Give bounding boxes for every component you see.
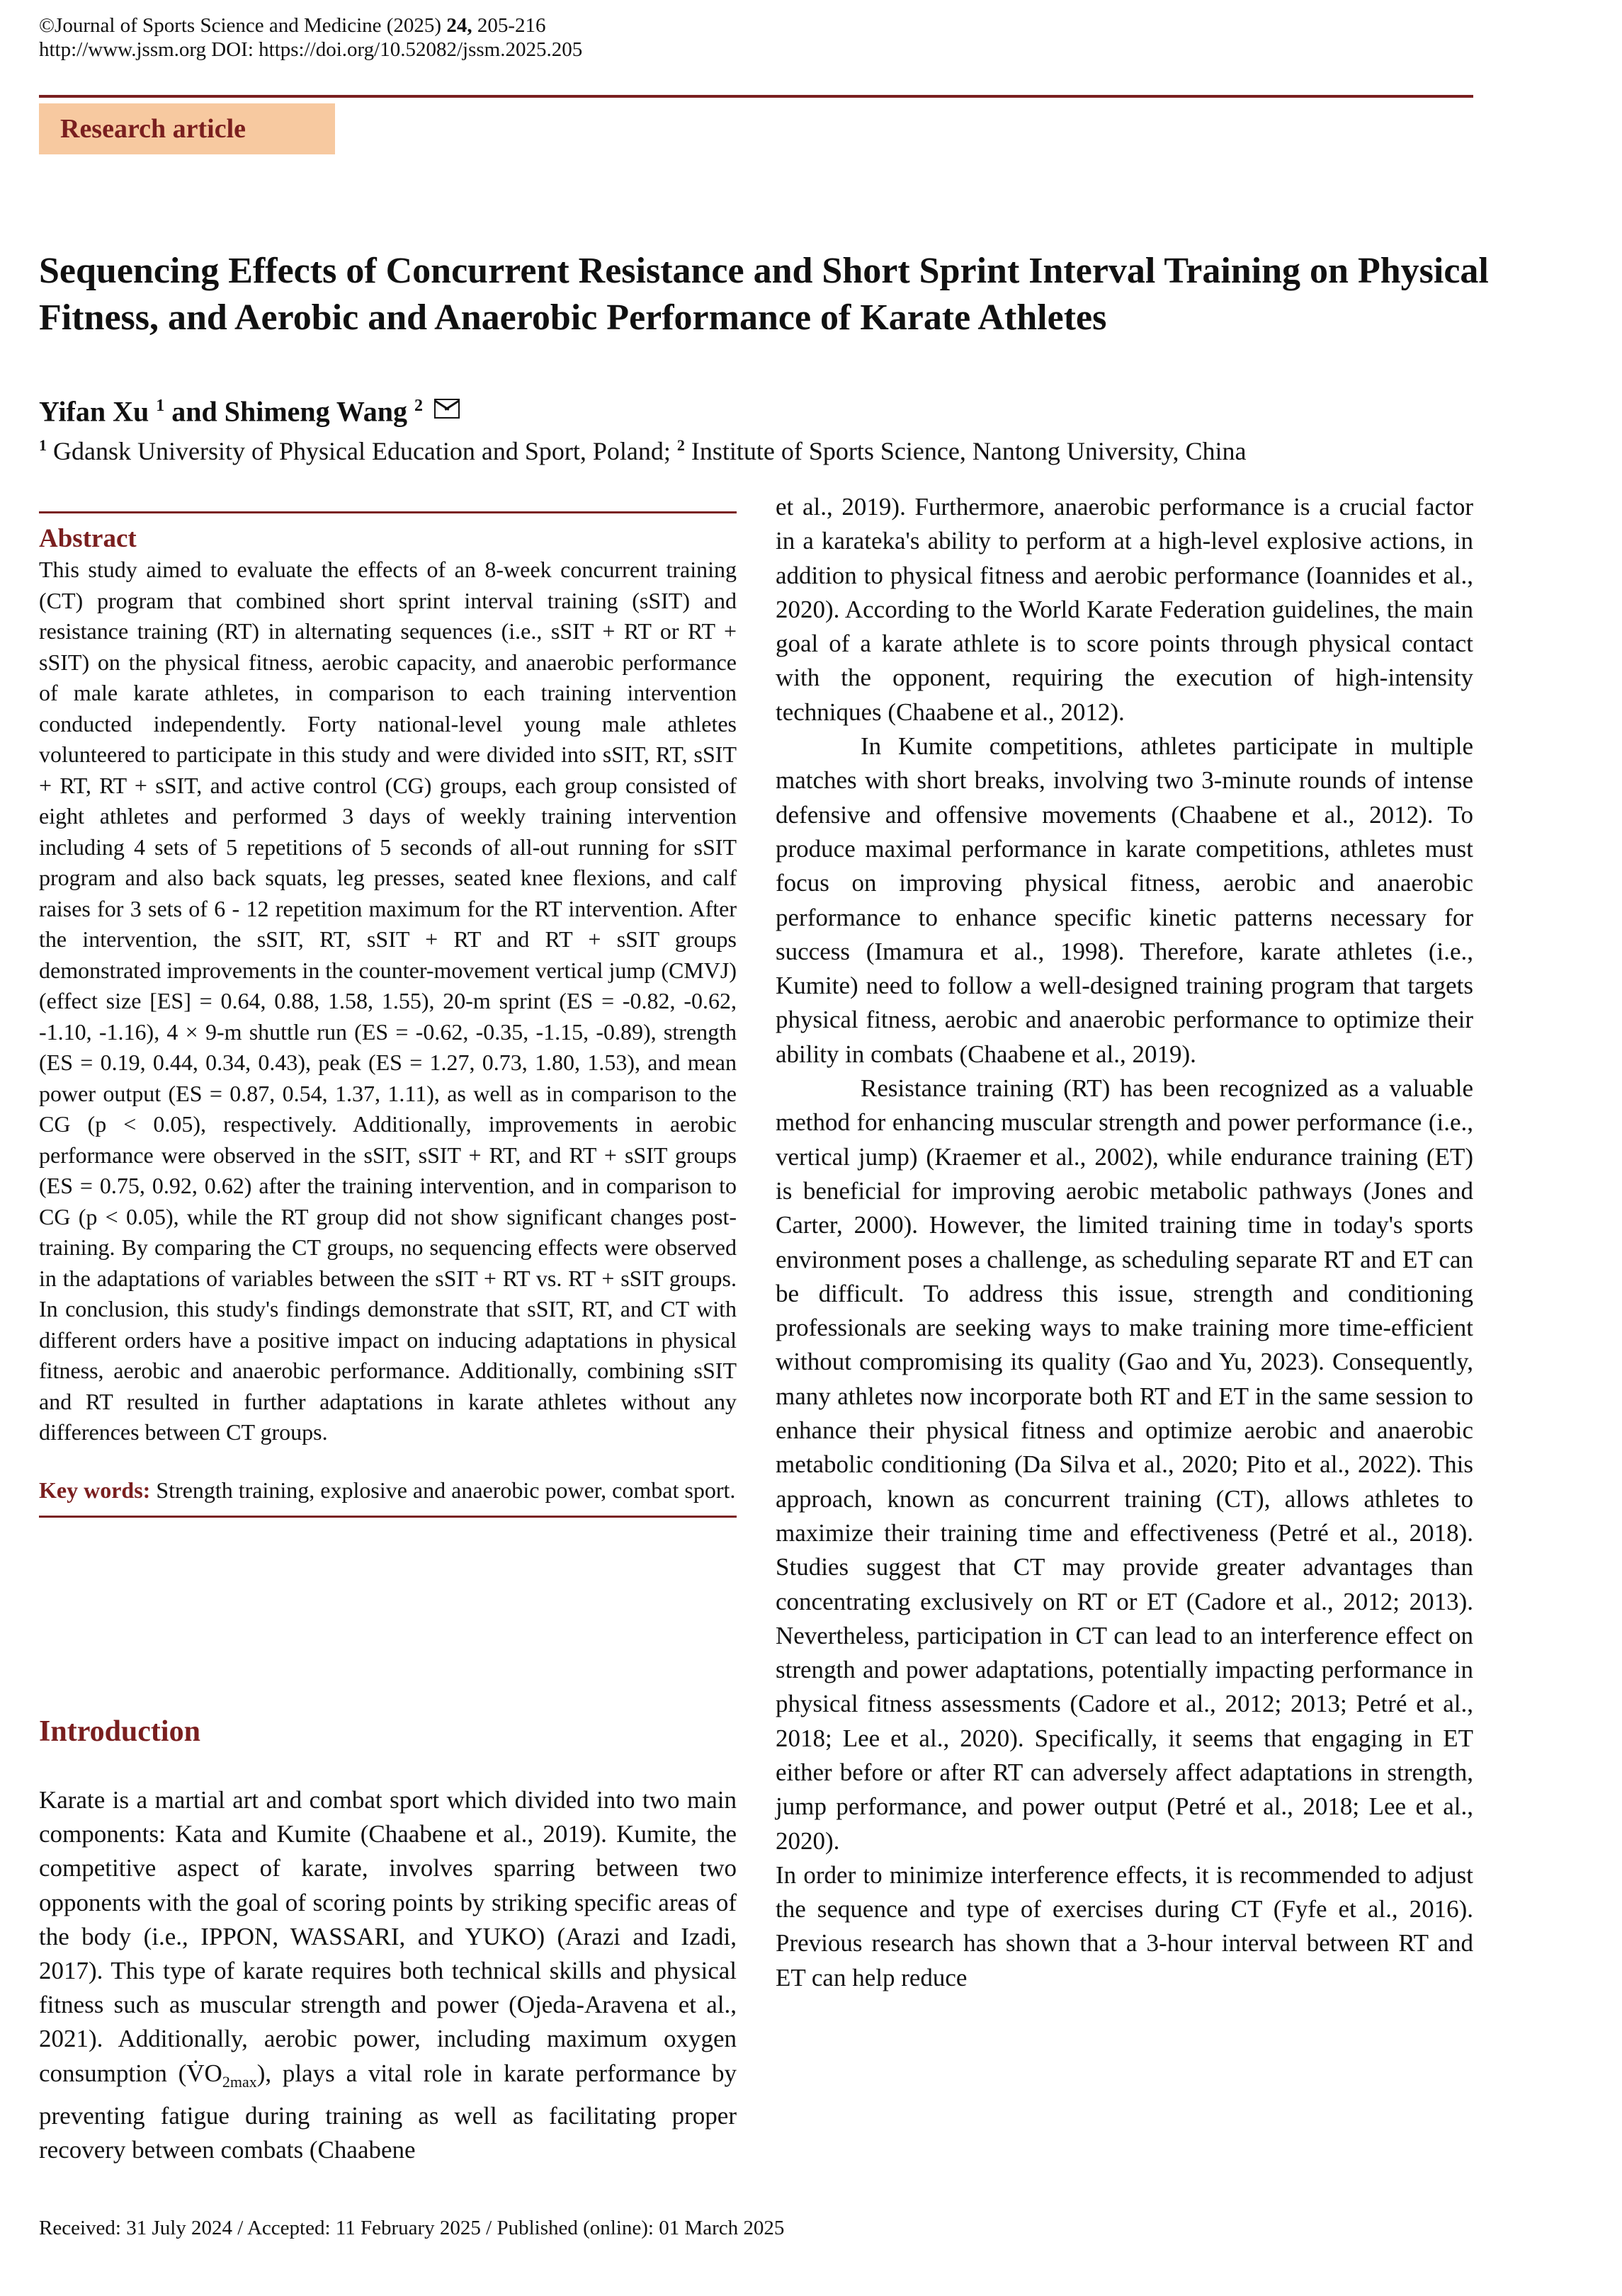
vo2max-subscript: 2max (222, 2072, 257, 2091)
body-paragraph: et al., 2019). Furthermore, anaerobic performance is a crucial factor in a karateka's ability to perform at a high-level explosive actions, in addition to physical fitness and aerobic performance (Ioannides et al., 2020). According to the World Karate Federation guidelines, the main goal of a karate athlete is to score points through physical contact with the opponent, requiring the execution of high-intensity techniques (Chaabene et al., 2012). (776, 493, 1473, 726)
body-paragraph: Resistance training (RT) has been recognized as a valuable method for enhancing muscular strength and power performance (i.e., vertical jump) (Kraemer et al., 2002), while endurance training (ET) is beneficial for improving aerobic metabolic pathways (Jones and Carter, 2000). However, the limited training time in today's sports environment poses a challenge, as scheduling separate RT and ET can be difficult. To address this issue, strength and conditioning professionals are seeking ways to make training more time-efficient without compromising its quality (Gao and Yu, 2023). Consequently, many athletes now incorporate both RT and ET in the same session to enhance their physical fitness and optimize aerobic and anaerobic metabolic conditioning (Da Silva et al., 2020; Pito et al., 2022). This approach, known as concurrent training (CT), allows athletes to maximize their training time and effectiveness (Petré et al., 2018). Studies suggest that CT may provide greater advantages than concentrating exclusively on RT or ET (Cadore et al., 2012; 2013). Nevertheless, participation in CT can lead to an interference effect on strength and power adaptations, potentially impacting performance in physical fitness assessments (Cadore et al., 2012; 2013; Petré et al., 2018; Lee et al., 2020). Specifically, it seems that engaging in ET either before or after RT can adversely affect adaptations in strength, jump performance, and power output (Petré et al., 2018; Lee et al., 2020). (776, 1074, 1473, 1855)
keywords (39, 1475, 737, 1506)
affiliation-text: Institute of Sports Science, Nantong University, China (691, 437, 1247, 465)
abstract-bottom-divider (39, 1516, 737, 1518)
affiliation-mark: 2 (676, 436, 685, 454)
author-affiliation-mark: 1 (156, 397, 165, 415)
introduction-text: Karate is a martial art and combat sport which divided into two main components: Kata and Kumite (Chaabene et al., 2019). Kumite, the competitive aspect of karate, involves sparring between two opponents with the goal of scoring points by striking specific areas of the body (i.e., IPPON, WASSARI, and YUKO) (Arazi and Izadi, 2017). This type of karate requires both technical skills and physical fitness such as muscular strength and power (Ojeda-Aravena et al., 2021). Additionally, aerobic power, including maximum oxygen consumption (V̇O (39, 1786, 737, 2087)
introduction-heading: Introduction (39, 1715, 200, 1748)
journal-citation (39, 13, 546, 38)
doi-line[interactable]: http://www.jssm.org DOI: https://doi.org/10.52082/jssm.2025.205 (39, 38, 583, 61)
envelope-icon[interactable] (434, 399, 460, 419)
author-list (39, 388, 460, 429)
journal-volume: 24, (446, 14, 472, 37)
abstract-top-divider (39, 511, 737, 513)
body-paragraph: In Kumite competitions, athletes participate in multiple matches with short breaks, involving two 3-minute rounds of intense defensive and offensive movements (Chaabene et al., 2012). To produce maximal performance in karate competitions, athletes must focus on improving physical fitness, aerobic and anaerobic performance to enhance specific kinetic patterns necessary for success (Imamura et al., 1998). Therefore, karate athletes (i.e., Kumite) need to follow a well-designed training program that targets physical fitness, aerobic and anaerobic performance to optimize their ability in combats (Chaabene et al., 2019). (776, 732, 1473, 1068)
abstract-heading: Abstract (39, 524, 137, 553)
affiliation-text: Gdansk University of Physical Education and Sport, Poland; (53, 437, 671, 465)
header-divider (39, 95, 1473, 98)
body-paragraph: In order to minimize interference effects, it is recommended to adjust the sequence and type of exercises during CT (Fyfe et al., 2016). Previous research has shown that a 3-hour interval between RT and ET can help reduce (776, 1860, 1473, 1991)
author-name: and Shimeng Wang (171, 395, 407, 428)
article-type-badge (39, 103, 335, 154)
abstract-text: This study aimed to evaluate the effects of an 8-week concurrent training (CT) program that combined short sprint interval training (sSIT) and resistance training (RT) in alternating sequences (i.e., sSIT + RT or RT + sSIT) on the physical fitness, aerobic capacity, and anaerobic performance of male karate athletes, in comparison to each training intervention conducted independently. Forty national-level young male athletes volunteered to participate in this study and were divided into sSIT, RT, sSIT + RT, RT + sSIT, and active control (CG) groups, each group consisted of eight athletes and performed 3 days of weekly training intervention including 4 sets of 5 repetitions of 5 seconds of all-out running for sSIT program and also back squats, leg presses, seated knee flexions, and calf raises for 3 sets of 6 - 12 repetition maximum for the RT intervention. After the intervention, the sSIT, RT, sSIT + RT and RT + sSIT groups demonstrated improvements in the counter-movement vertical jump (CMVJ) (effect size [ES] = 0.64, 0.88, 1.58, 1.55), 20-m sprint (ES = -0.82, -0.62, -1.10, -1.16), 4 × 9-m shuttle run (ES = -0.62, -0.35, -1.15, -0.89), strength (ES = 0.19, 0.44, 0.34, 0.43), peak (ES = 1.27, 0.73, 1.80, 1.53), and mean power output (ES = 0.87, 0.54, 1.37, 1.11), as well as in comparison to the CG (p < 0.05), respectively. Additionally, improvements in aerobic performance were observed in the sSIT, sSIT + RT, and RT + sSIT groups (ES = 0.75, 0.92, 0.62) after the training intervention, and in comparison to CG (p < 0.05), while the RT group did not show significant changes post-training. By comparing the CT groups, no sequencing effects were observed in the adaptations of variables between the sSIT + RT vs. RT + sSIT groups. In conclusion, this study's findings demonstrate that sSIT, RT, and CT with different orders have a positive impact on inducing adaptations in physical fitness, aerobic and anaerobic performance. Additionally, combining sSIT and RT resulted in further adaptations in karate athletes without any differences between CT groups. (39, 557, 737, 1445)
affiliation-mark: 1 (39, 436, 47, 454)
journal-name: ©Journal of Sports Science and Medicine (2025) (39, 14, 447, 37)
journal-pages: 205-216 (472, 14, 546, 37)
introduction-paragraph (39, 1783, 737, 2167)
right-column (776, 490, 1473, 1995)
article-type-label: Research article (60, 114, 246, 144)
abstract-section (39, 511, 737, 1518)
author-name: Yifan Xu (39, 395, 149, 428)
introduction-text: ), plays a vital role in karate performance by preventing fatigue during training as well as facilitating proper recovery between combats (Chaabene (39, 2059, 737, 2164)
keywords-label: Key words: (39, 1477, 151, 1503)
author-affiliation-mark: 2 (414, 397, 423, 415)
keywords-text: Strength training, explosive and anaerobic power, combat sport. (150, 1477, 736, 1503)
article-title: Sequencing Effects of Concurrent Resistance and Short Sprint Interval Training on Physical Fitness, and Aerobic and Anaerobic Performance of Karate Athletes (39, 251, 1489, 338)
affiliations (39, 429, 1555, 467)
publication-dates: Received: 31 July 2024 / Accepted: 11 February 2025 / Published (online): 01 March 2025 (39, 2217, 785, 2239)
